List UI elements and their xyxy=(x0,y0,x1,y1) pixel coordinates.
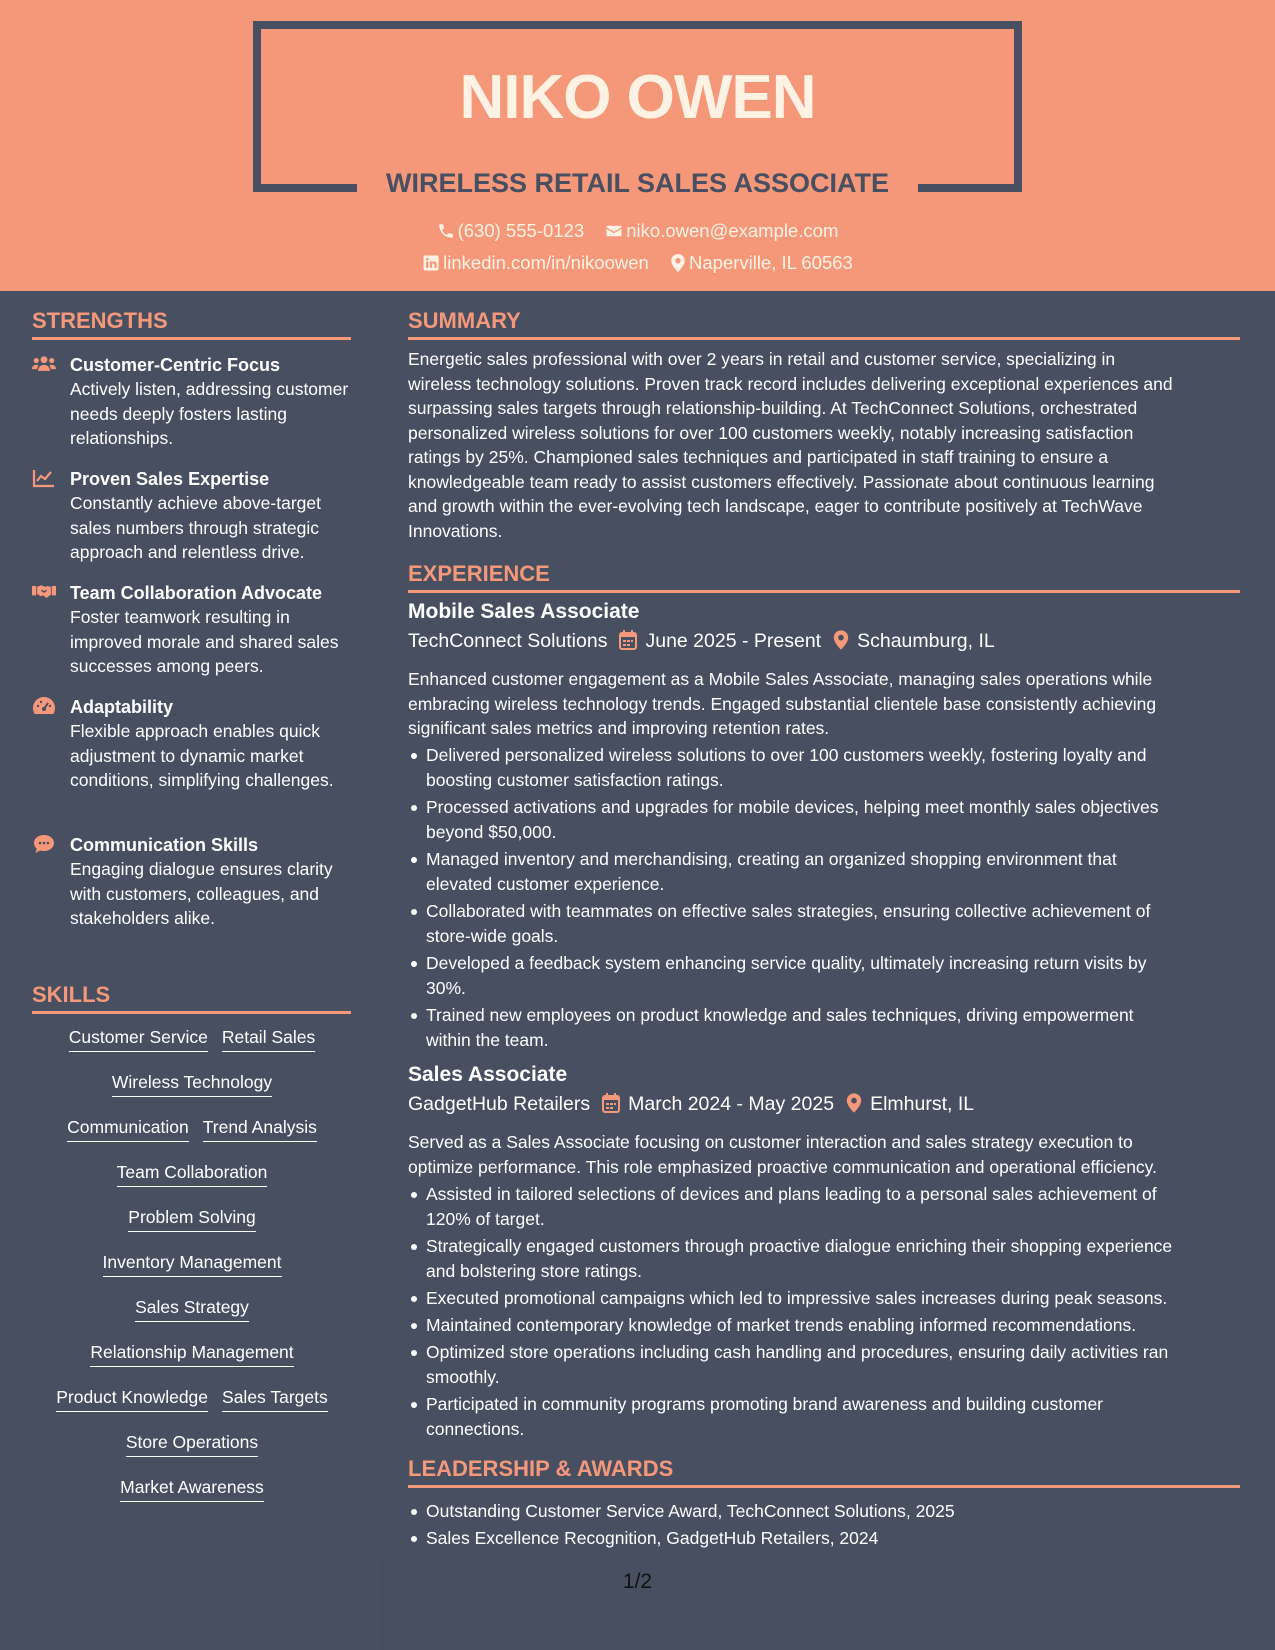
strength-title: Team Collaboration Advocate xyxy=(70,583,323,603)
skill-tag: Sales Strategy xyxy=(135,1296,249,1322)
desc-line: significant sales metrics and improving retention rates. xyxy=(408,718,830,738)
location-text: Naperville, IL 60563 xyxy=(688,252,853,273)
skill-tag: Product Knowledge xyxy=(56,1386,208,1412)
job-dates: June 2025 - Present xyxy=(645,630,822,652)
skills-list xyxy=(32,1026,352,1521)
skill-tag: Trend Analysis xyxy=(203,1116,317,1142)
company-name: TechConnect Solutions xyxy=(408,630,608,652)
bullet-item: Trained new employees on product knowledge and sales techniques, driving empowerment within the team. xyxy=(426,1003,1240,1052)
skills-rule xyxy=(32,1011,351,1014)
desc-line: optimize performance. This role emphasized proactive communication and operational efficiency. xyxy=(408,1156,1157,1177)
summary-line: surpassing sales targets through relationship-building. At TechConnect Solutions, orchestrated xyxy=(408,398,1138,418)
strength-desc: Engaging dialogue ensures clarity with customers, colleagues, and stakeholders alike. xyxy=(70,859,333,928)
strength-desc: Actively listen, addressing customer needs deeply fosters lasting relationships. xyxy=(70,379,349,448)
strength-title: Adaptability xyxy=(70,697,174,717)
skill-tag: Market Awareness xyxy=(120,1476,264,1502)
leadership-heading: LEADERSHIP & AWARDS xyxy=(408,1456,674,1481)
calendar-icon xyxy=(602,1093,620,1113)
users-icon xyxy=(32,354,56,374)
bullet-item: Strategically engaged customers through proactive dialogue enriching their shopping experience and bolstering store ratings. xyxy=(426,1234,1240,1283)
candidate-name: NIKO OWEN xyxy=(459,63,816,132)
summary-rule xyxy=(408,337,1240,340)
bullet-item: Maintained contemporary knowledge of market trends enabling informed recommendations. xyxy=(426,1313,1240,1338)
job-meta xyxy=(408,630,1240,653)
skill-tag: Relationship Management xyxy=(90,1341,293,1367)
phone-contact xyxy=(437,220,585,242)
strengths-heading: STRENGTHS xyxy=(32,308,168,333)
gauge-icon xyxy=(32,696,56,716)
bullet-item: Developed a feedback system enhancing service quality, ultimately increasing return visits by 30%. xyxy=(426,951,1240,1000)
skill-tag: Customer Service xyxy=(69,1026,208,1052)
job-description xyxy=(408,1130,1240,1179)
job-entry xyxy=(408,600,1240,653)
linkedin-text: linkedin.com/in/nikoowen xyxy=(443,252,649,273)
map-pin-icon xyxy=(846,1093,862,1113)
envelope-icon xyxy=(605,222,623,240)
award-item: Sales Excellence Recognition, GadgetHub Retailers, 2024 xyxy=(426,1526,1240,1551)
job-title: Mobile Sales Associate xyxy=(408,600,640,623)
experience-heading: EXPERIENCE xyxy=(408,561,550,586)
summary-line: wireless technology solutions. Proven track record includes delivering exceptional experiences and xyxy=(408,373,1173,394)
summary-line: Innovations. xyxy=(408,520,503,541)
map-pin-icon xyxy=(670,254,686,272)
skill-tag: Sales Targets xyxy=(222,1386,328,1412)
page-number: 1/2 xyxy=(622,1570,653,1593)
map-pin-icon xyxy=(833,630,849,650)
summary-line: knowledgeable team ready to assist customers effectively. Passionate about continuous learning xyxy=(408,471,1155,492)
desc-line: Served as a Sales Associate focusing on customer interaction and sales strategy execution to xyxy=(408,1132,1133,1152)
location-contact xyxy=(670,252,853,274)
phone-icon xyxy=(437,222,455,240)
email-contact[interactable] xyxy=(605,220,838,242)
strength-title: Communication Skills xyxy=(70,835,259,855)
strength-item xyxy=(32,353,352,451)
summary-line: Energetic sales professional with over 2 years in retail and customer service, specializing in xyxy=(408,349,1116,369)
bullet-item: Assisted in tailored selections of devices and plans leading to a personal sales achievement of 120% of target. xyxy=(426,1182,1240,1231)
contact-row-2 xyxy=(0,252,1275,274)
skill-tag: Store Operations xyxy=(126,1431,258,1457)
job-entry xyxy=(408,1063,1240,1116)
strength-title: Proven Sales Expertise xyxy=(70,469,270,489)
skills-heading: SKILLS xyxy=(32,982,111,1007)
linkedin-contact[interactable] xyxy=(422,252,649,274)
skill-tag: Inventory Management xyxy=(103,1251,282,1277)
summary-line: and growth within the ever-evolving tech landscape, eager to contribute positively at TechWave xyxy=(408,496,1143,516)
job-meta xyxy=(408,1093,1240,1116)
summary-text xyxy=(408,347,1240,543)
strengths-rule xyxy=(32,337,351,340)
strength-item xyxy=(32,833,352,931)
job-description xyxy=(408,667,1240,741)
strength-title: Customer-Centric Focus xyxy=(70,355,281,375)
bullet-item: Executed promotional campaigns which led to impressive sales increases during peak seasons. xyxy=(426,1286,1240,1311)
job-location: Schaumburg, IL xyxy=(857,630,995,652)
chart-line-icon xyxy=(32,468,56,488)
phone-text: (630) 555-0123 xyxy=(457,220,585,241)
leadership-rule xyxy=(408,1485,1240,1488)
bullet-item: Participated in community programs promoting brand awareness and building customer connections. xyxy=(426,1392,1240,1441)
skill-tag: Problem Solving xyxy=(128,1206,255,1232)
calendar-icon xyxy=(619,630,637,650)
bullet-item: Managed inventory and merchandising, creating an organized shopping environment that elevated customer experience. xyxy=(426,847,1240,896)
bullet-item: Processed activations and upgrades for mobile devices, helping meet monthly sales objectives beyond $50,000. xyxy=(426,795,1240,844)
strength-desc: Flexible approach enables quick adjustment to dynamic market conditions, simplifying challenges. xyxy=(70,721,334,790)
desc-line: Enhanced customer engagement as a Mobile Sales Associate, managing sales operations while xyxy=(408,669,1153,689)
award-item: Outstanding Customer Service Award, TechConnect Solutions, 2025 xyxy=(426,1499,1240,1524)
bullet-item: Optimized store operations including cash handling and procedures, ensuring daily activities ran smoothly. xyxy=(426,1340,1240,1389)
experience-rule xyxy=(408,590,1240,593)
linkedin-icon xyxy=(422,254,440,272)
bullet-item: Delivered personalized wireless solutions to over 100 customers weekly, fostering loyalty and boosting customer satisfaction ratings. xyxy=(426,743,1240,792)
skill-tag: Team Collaboration xyxy=(117,1161,268,1187)
job-location: Elmhurst, IL xyxy=(870,1093,975,1115)
skill-tag: Communication xyxy=(67,1116,189,1142)
company-name: GadgetHub Retailers xyxy=(408,1093,591,1115)
summary-line: ratings by 25%. Championed sales techniques and participated in staff training to ensure a xyxy=(408,447,1109,467)
strength-desc: Foster teamwork resulting in improved morale and shared sales successes among peers. xyxy=(70,607,339,676)
handshake-icon xyxy=(32,582,56,602)
summary-heading: SUMMARY xyxy=(408,308,521,333)
skill-tag: Wireless Technology xyxy=(112,1071,272,1097)
strength-item xyxy=(32,467,352,565)
job-role-title: WIRELESS RETAIL SALES ASSOCIATE xyxy=(385,168,890,198)
summary-line: personalized wireless solutions for over 100 customers weekly, notably increasing satisfaction xyxy=(408,422,1134,443)
job-title: Sales Associate xyxy=(408,1063,568,1086)
contact-row-1 xyxy=(0,220,1275,242)
bullet-item: Collaborated with teammates on effective sales strategies, ensuring collective achievement of store-wide goals. xyxy=(426,899,1240,948)
email-text: niko.owen@example.com xyxy=(626,220,839,241)
desc-line: embracing wireless technology trends. Engaged substantial clientele base consistently achieving xyxy=(408,693,1157,714)
skill-tag: Retail Sales xyxy=(222,1026,315,1052)
resume-header xyxy=(0,0,1275,291)
comment-icon xyxy=(32,834,56,854)
strength-item xyxy=(32,581,352,679)
strength-desc: Constantly achieve above-target sales numbers through strategic approach and relentless drive. xyxy=(70,493,321,562)
strength-item xyxy=(32,695,352,793)
job-dates: March 2024 - May 2025 xyxy=(628,1093,835,1115)
